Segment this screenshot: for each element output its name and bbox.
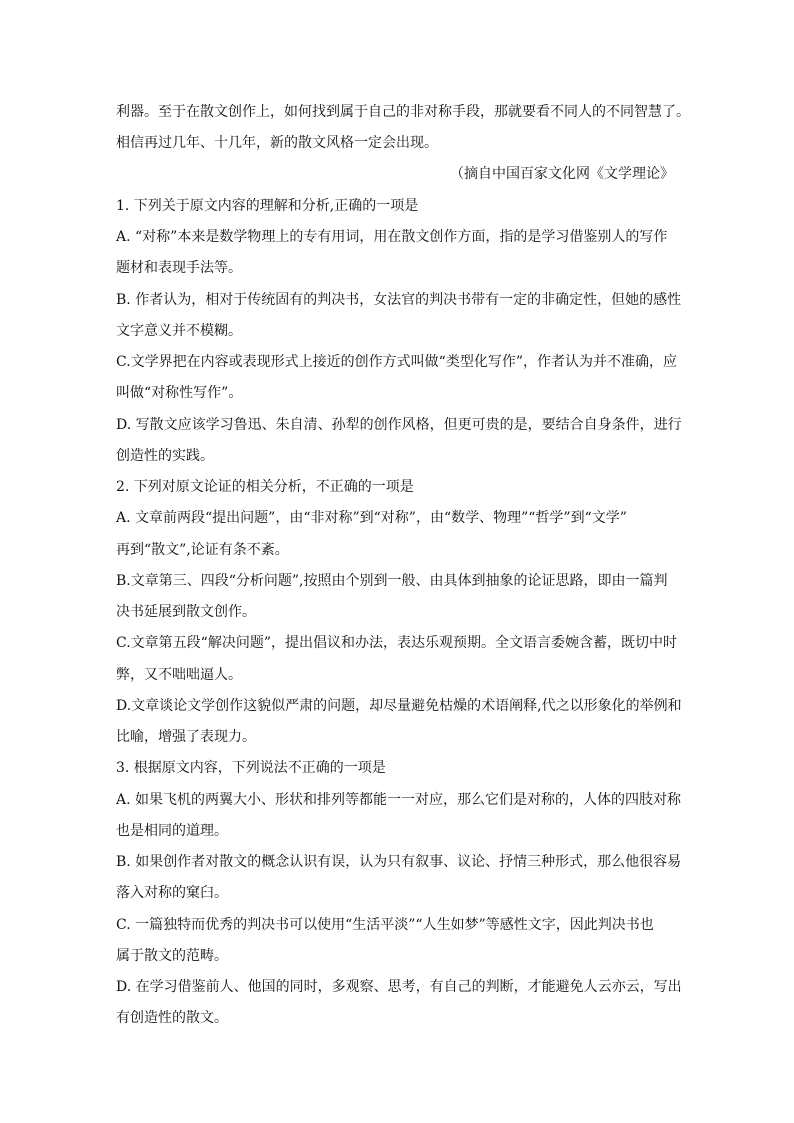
question-1-option-d: D. 写散文应该学习鲁迅、朱自清、孙犁的创作风格，但更可贵的是，要结合自身条件，进行 (116, 417, 682, 433)
question-2-option-d: D.文章谈论文学创作这貌似严肃的问题，却尽量避免枯燥的术语阐释,代之以形象化的举例和 (116, 698, 682, 714)
question-1-option-c: C.文学界把在内容或表现形式上接近的创作方式叫做“类型化写作”，作者认为并不准确，应 (116, 354, 677, 370)
question-2-option-d-cont: 比喻，增强了表现力。 (116, 729, 256, 745)
question-2-option-c: C.文章第五段“解决问题”，提出倡议和办法，表达乐观预期。全文语言委婉含蓄，既切中时 (116, 635, 677, 651)
question-2-option-b: B.文章第三、四段“分析问题”,按照由个别到一般、由具体到抽象的论证思路，即由一篇判 (116, 573, 668, 589)
question-3-option-a: A. 如果飞机的两翼大小、形状和排列等都能一一对应，那么它们是对称的，人体的四肢对称 (116, 792, 682, 808)
question-1-option-a-cont: 题材和表现手法等。 (116, 260, 242, 276)
question-1-option-b: B. 作者认为，相对于传统固有的判决书，女法官的判决书带有一定的非确定性，但她的感性 (116, 292, 682, 308)
question-2-option-b-cont: 决书延展到散文创作。 (116, 604, 256, 620)
intro-line: 相信再过几年、十几年，新的散文风格一定会出现。 (116, 135, 438, 151)
question-3-option-b-cont: 落入对称的窠臼。 (116, 885, 228, 901)
question-3-option-c: C. 一篇独特而优秀的判决书可以使用“生活平淡”“人生如梦”等感性文字，因此判决书也 (116, 917, 654, 933)
question-3-option-d-cont: 有创造性的散文。 (116, 1010, 228, 1026)
question-3-option-c-cont: 属于散文的范畴。 (116, 948, 228, 964)
question-2-option-a: A. 文章前两段“提出问题”，由“非对称”到“对称”，由“数学、物理”“哲学”到“文学” (116, 510, 627, 526)
question-2-option-a-cont: 再到“散文”,论证有条不紊。 (116, 542, 289, 558)
question-1-option-a: A. “对称”本来是数学物理上的专有用词，用在散文创作方面，指的是学习借鉴别人的写作 (116, 229, 668, 245)
question-3-stem: 3. 根据原文内容，下列说法不正确的一项是 (116, 760, 386, 776)
question-3-option-a-cont: 也是相同的道理。 (116, 823, 228, 839)
question-1-stem: 1. 下列关于原文内容的理解和分析,正确的一项是 (116, 198, 419, 214)
intro-line: 利器。至于在散文创作上，如何找到属于自己的非对称手段，那就要看不同人的不同智慧了。 (116, 104, 690, 120)
source-citation: （摘自中国百家文化网《文学理论》 (450, 166, 674, 182)
question-2-option-c-cont: 弊，又不咄咄逼人。 (116, 667, 242, 683)
question-1-option-c-cont: 叫做“对称性写作”。 (116, 385, 243, 401)
question-3-option-b: B. 如果创作者对散文的概念认识有误，认为只有叙事、议论、抒情三种形式，那么他很容易 (116, 854, 682, 870)
question-1-option-b-cont: 文字意义并不模糊。 (116, 323, 242, 339)
question-3-option-d: D. 在学习借鉴前人、他国的同时，多观察、思考，有自己的判断，才能避免人云亦云，写出 (116, 979, 682, 995)
question-2-stem: 2. 下列对原文论证的相关分析，不正确的一项是 (116, 479, 414, 495)
question-1-option-d-cont: 创造性的实践。 (116, 448, 214, 464)
